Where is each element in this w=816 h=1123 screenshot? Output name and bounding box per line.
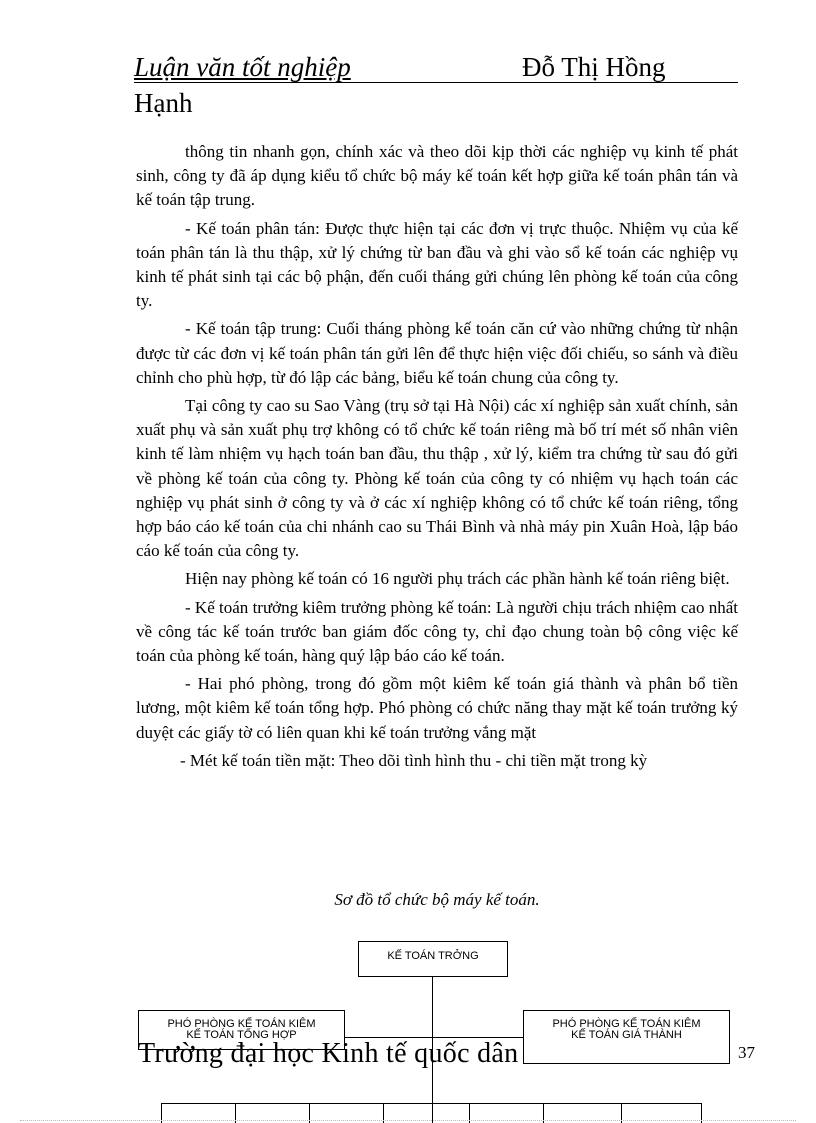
chief-accountant-box <box>358 941 508 977</box>
paragraph: - Kế toán trưởng kiêm trưởng phòng kế toán: Là người chịu trách nhiệm cao nhất về công tác kế toán trước ban giám đốc công ty, chỉ đạo chung toàn bộ công việc kế toán của phòng kế toán, hàng quý lập báo cáo kế toán. <box>136 597 738 666</box>
paragraph: - Mét kế toán tiền mặt: Theo dõi tình hình thu - chi tiền mặt trong kỳ <box>180 750 648 770</box>
paragraph: Tại công ty cao su Sao Vàng (trụ sở tại Hà Nội) các xí nghiệp sản xuất chính, sản xuất phụ và sản xuất phụ trợ không có tổ chức kế toán riêng mà bố trí mét số nhân viên kinh tế làm nhiệm vụ hạch toán ban đầu, thu thập , xử lý, kiểm tra chứng từ sau đó gửi về phòng kế toán của công ty. Phòng kế toán của công ty có nhiệm vụ hạch toán các nghiệp vụ phát sinh ở công ty và ở các xí nghiệp không có tổ chức kế toán riêng, tổng hợp báo cáo kế toán của chi nhánh cao su Thái Bình và nhà máy pin Xuân Hoà, lập báo cáo kế toán của công ty. <box>136 396 739 561</box>
footer-school: Trường đại học Kinh tế quốc dân <box>138 1038 519 1069</box>
deputy-cost-box <box>523 1010 730 1064</box>
body-text <box>136 140 738 777</box>
deputy-cost-label-1: PHÓ PHÒNG KẾ TOÁN KIÊM <box>552 1018 701 1030</box>
staff-row-top <box>161 1103 701 1104</box>
author-name-continued: Hạnh <box>134 88 193 118</box>
diagram-caption: Sơ đồ tổ chức bộ máy kế toán. <box>334 890 540 909</box>
page-number: 37 <box>738 1043 755 1062</box>
deputy-general-label-1: PHÓ PHÒNG KẾ TOÁN KIÊM <box>167 1018 316 1030</box>
chief-accountant-label: KẾ TOÁN TRỞNG <box>387 950 479 962</box>
thesis-title: Luận văn tốt nghiệp <box>134 52 351 82</box>
deputy-general-label-2: KẾ TOÁN TỔNG HỢP <box>186 1029 297 1041</box>
paragraph: - Kế toán phân tán: Được thực hiện tại các đơn vị trực thuộc. Nhiệm vụ của kế toán phân tán là thu thập, xử lý chứng từ ban đầu và ghi vào sổ kế toán các nghiệp vụ kinh tế phát sinh tại các bộ phận, đến cuối tháng gửi chúng lên phòng kế toán của công ty. <box>136 218 738 311</box>
author-name: Đỗ Thị Hồng <box>522 52 666 82</box>
paragraph: thông tin nhanh gọn, chính xác và theo dõi kịp thời các nghiệp vụ kinh tế phát sinh, công ty đã áp dụng kiểu tổ chức bộ máy kế toán kết hợp giữa kế toán phân tán và kế toán tập trung. <box>136 142 738 210</box>
paragraph: - Kế toán tập trung: Cuối tháng phòng kế toán căn cứ vào những chứng từ nhận được từ các đơn vị kế toán phân tán gửi lên để thực hiện việc đối chiếu, so sánh và điều chỉnh cho phù hợp, từ đó lập các bảng, biểu kế toán chung của công ty. <box>136 319 738 387</box>
paragraph: Hiện nay phòng kế toán có 16 người phụ trách các phần hành kế toán riêng biệt. <box>185 569 730 589</box>
paragraph: - Hai phó phòng, trong đó gồm một kiêm kế toán giá thành và phân bổ tiền lương, một kiêm kế toán tổng hợp. Phó phòng có chức năng thay mặt kế toán trưởng ký duyệt các giấy tờ có liên quan khi kế toán trưởng vắng mặt <box>136 674 738 742</box>
page-header <box>134 52 738 83</box>
page-edge-divider <box>20 1120 796 1121</box>
deputy-cost-label-2: KẾ TOÁN GIÁ THÀNH <box>571 1029 682 1041</box>
